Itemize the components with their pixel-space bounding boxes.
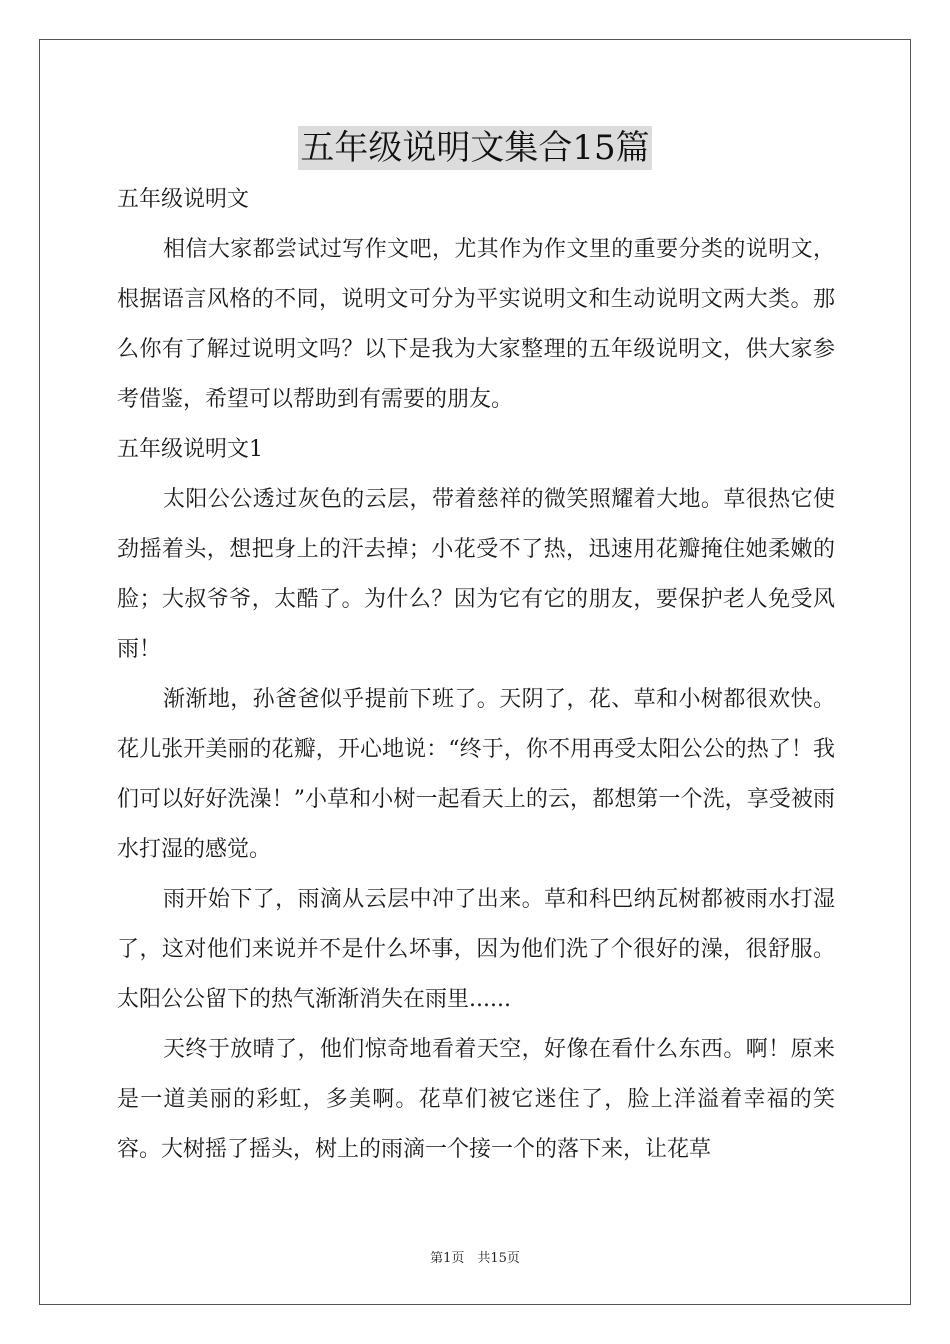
title-container (0, 126, 950, 170)
section-heading: 五年级说明文 (117, 187, 250, 212)
body-paragraph: 相信大家都尝试过写作文吧，尤其作为作文里的重要分类的说明文，根据语言风格的不同，说明文可分为平实说明文和生动说明文两大类。那么你有了解过说明文吗？以下是我为大家整理的五年级说明文，供大家参考借鉴，希望可以帮助到有需要的朋友。 (117, 237, 835, 412)
body-paragraph: 天终于放晴了，他们惊奇地看着天空，好像在看什么东西。啊！原来是一道美丽的彩虹，多美啊。花草们被它迷住了，脸上洋溢着幸福的笑容。大树摇了摇头，树上的雨滴一个接一个的落下来，让花草 (117, 1037, 835, 1162)
body-paragraph: 雨开始下了，雨滴从云层中冲了出来。草和科巴纳瓦树都被雨水打湿了，这对他们来说并不是什么坏事，因为他们洗了个很好的澡，很舒服。太阳公公留下的热气渐渐消失在雨里...... (117, 887, 835, 1012)
body-paragraph: 太阳公公透过灰色的云层，带着慈祥的微笑照耀着大地。草很热它使劲摇着头，想把身上的汗去掉；小花受不了热，迅速用花瓣掩住她柔嫩的脸；大叔爷爷，太酷了。为什么？因为它有它的朋友，要保护老人免受风雨！ (117, 487, 835, 662)
section-heading: 五年级说明文1 (117, 437, 263, 462)
document-title: 五年级说明文集合15篇 (300, 128, 650, 168)
page-footer: 第1页 共15页 (430, 1251, 520, 1266)
document-body (117, 175, 835, 1175)
body-paragraph: 渐渐地，孙爸爸似乎提前下班了。天阴了，花、草和小树都很欢快。花儿张开美丽的花瓣，开心地说：“终于，你不用再受太阳公公的热了！我们可以好好洗澡！”小草和小树一起看天上的云，都想第一个洗，享受被雨水打湿的感觉。 (117, 687, 835, 862)
